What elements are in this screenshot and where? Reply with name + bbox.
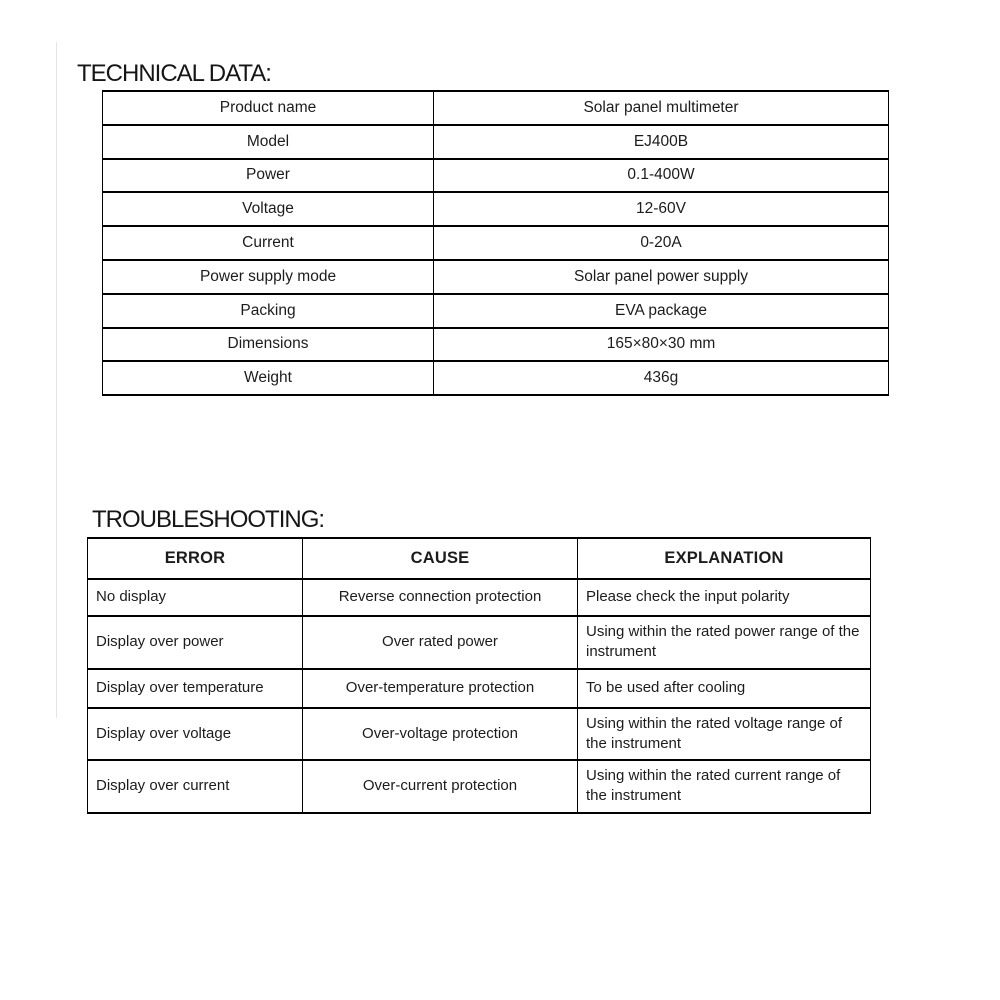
tech-row-value: EJ400B [434, 125, 889, 159]
tech-row-label: Power [103, 159, 434, 193]
table-row [88, 616, 871, 669]
tech-row-value: Solar panel power supply [434, 260, 889, 294]
cause-cell: Over-temperature protection [303, 669, 578, 708]
cause-cell: Reverse connection protection [303, 579, 578, 616]
technical-data-title: TECHNICAL DATA: [77, 60, 271, 87]
table-row [103, 328, 889, 362]
troubleshooting-table [87, 537, 871, 814]
tech-row-label: Power supply mode [103, 260, 434, 294]
table-row [103, 260, 889, 294]
tech-row-value: 0.1-400W [434, 159, 889, 193]
error-cell: Display over power [88, 616, 303, 669]
table-row [88, 708, 871, 761]
explanation-cell: Using within the rated power range of the instrument [578, 616, 871, 669]
table-row [103, 361, 889, 395]
table-row [88, 669, 871, 708]
table-row [103, 91, 889, 125]
error-cell: No display [88, 579, 303, 616]
table-header-row [88, 538, 871, 579]
tech-row-label: Model [103, 125, 434, 159]
table-row [103, 192, 889, 226]
table-row [103, 125, 889, 159]
tech-row-value: Solar panel multimeter [434, 91, 889, 125]
troubleshooting-title: TROUBLESHOOTING: [92, 506, 325, 533]
tech-row-label: Packing [103, 294, 434, 328]
tech-row-value: 436g [434, 361, 889, 395]
header-cause: CAUSE [303, 538, 578, 579]
cause-cell: Over-voltage protection [303, 708, 578, 761]
tech-row-label: Voltage [103, 192, 434, 226]
explanation-cell: Using within the rated voltage range of the instrument [578, 708, 871, 761]
header-explanation: EXPLANATION [578, 538, 871, 579]
tech-row-label: Weight [103, 361, 434, 395]
error-cell: Display over temperature [88, 669, 303, 708]
header-error: ERROR [88, 538, 303, 579]
tech-row-value: EVA package [434, 294, 889, 328]
tech-row-label: Dimensions [103, 328, 434, 362]
explanation-cell: Please check the input polarity [578, 579, 871, 616]
tech-row-label: Product name [103, 91, 434, 125]
error-cell: Display over current [88, 760, 303, 813]
tech-row-value: 0-20A [434, 226, 889, 260]
table-row [103, 159, 889, 193]
explanation-cell: Using within the rated current range of the instrument [578, 760, 871, 813]
table-row [88, 579, 871, 616]
cause-cell: Over rated power [303, 616, 578, 669]
error-cell: Display over voltage [88, 708, 303, 761]
tech-row-label: Current [103, 226, 434, 260]
table-row [88, 760, 871, 813]
table-row [103, 226, 889, 260]
technical-data-table [102, 90, 889, 396]
cause-cell: Over-current protection [303, 760, 578, 813]
table-row [103, 294, 889, 328]
explanation-cell: To be used after cooling [578, 669, 871, 708]
left-margin-line [56, 42, 57, 718]
tech-row-value: 12-60V [434, 192, 889, 226]
tech-row-value: 165×80×30 mm [434, 328, 889, 362]
